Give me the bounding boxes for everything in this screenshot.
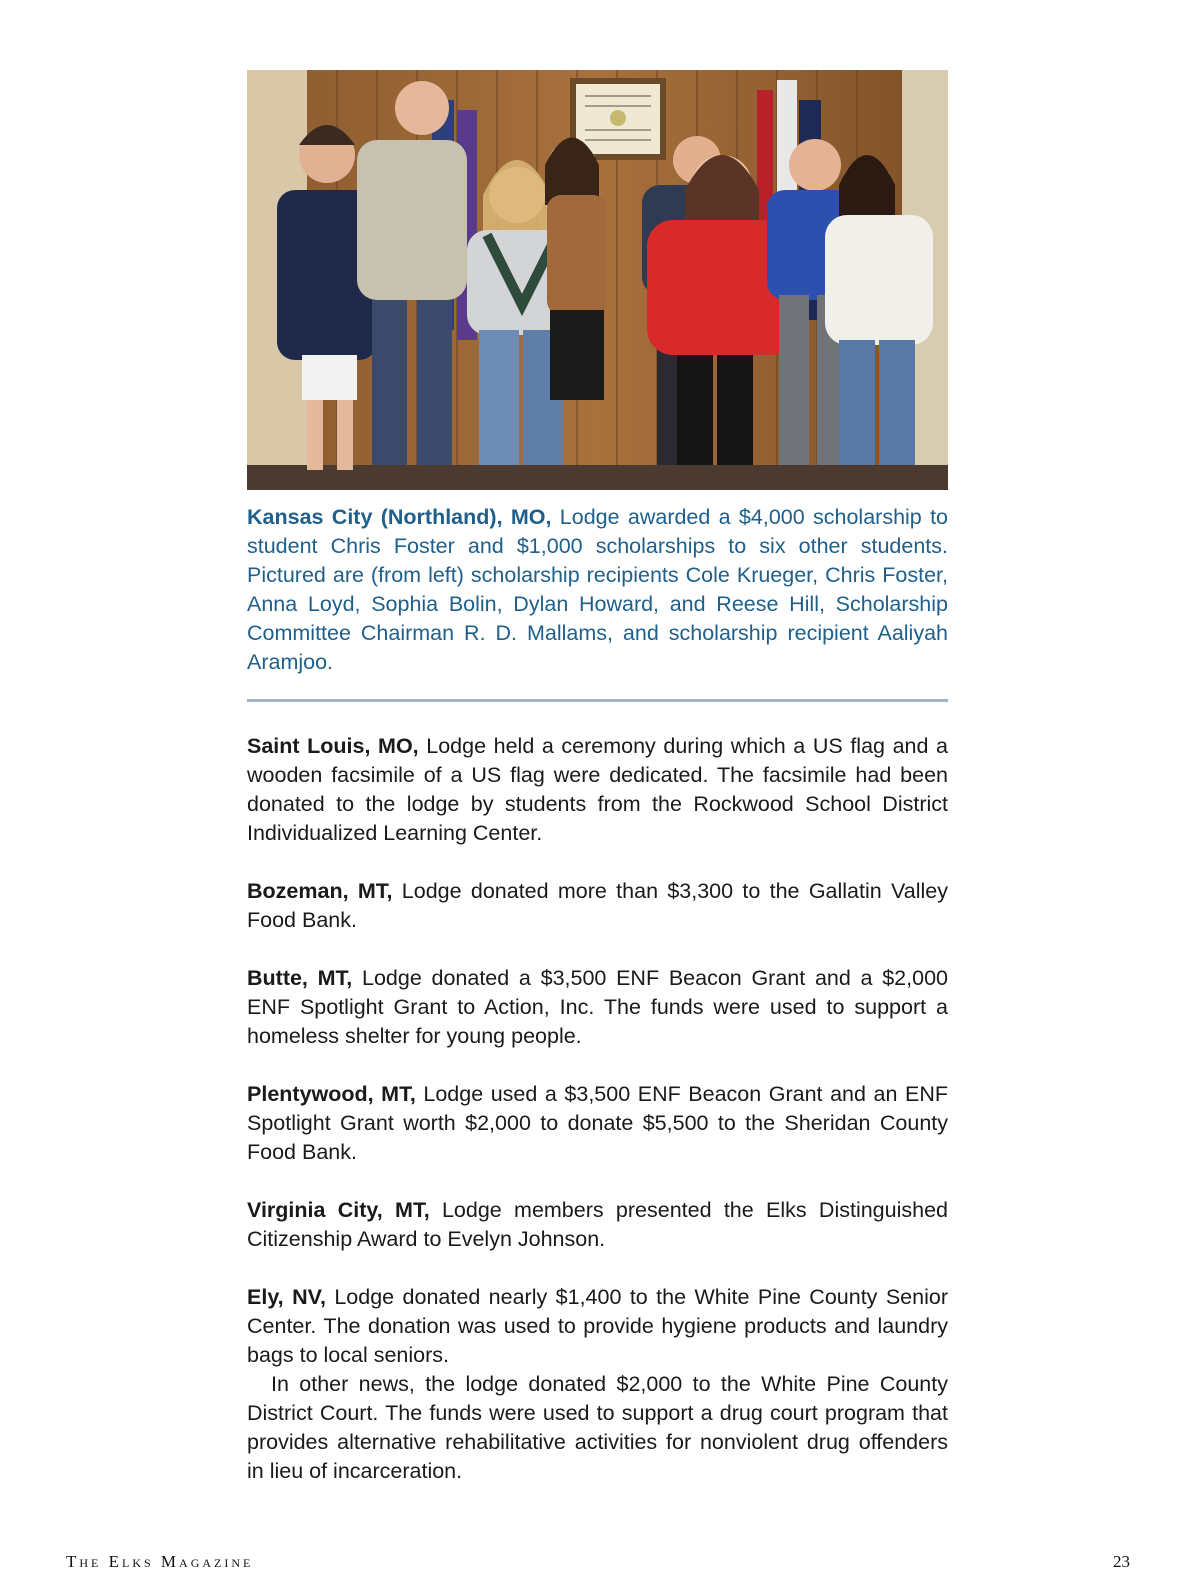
article-text: Lodge donated a $3,500 ENF Beacon Grant and a $2,000 ENF Spotlight Grant to Action, Inc. The funds were used to support a homeless shelter for young people. — [247, 966, 948, 1048]
article-virginia-city — [247, 1196, 948, 1254]
article-lead: Saint Louis, MO, — [247, 734, 419, 758]
article-butte — [247, 964, 948, 1051]
article-lead: Plentywood, MT, — [247, 1082, 416, 1106]
article-plentywood — [247, 1080, 948, 1167]
article-lead: Bozeman, MT, — [247, 879, 393, 903]
article-saint-louis — [247, 732, 948, 848]
magazine-name: The Elks Magazine — [66, 1552, 254, 1571]
caption-text: Lodge awarded a $4,000 scholarship to student Chris Foster and $1,000 scholarships to six other students. Pictured are (from left) scholarship recipients Cole Krueger, Chris Foster, Anna Loyd, Sophia Bolin, Dylan Howard, and Reese Hill, Scholarship Committee Chairman R. D. Mallams, and scholarship recipient Aaliyah Aramjoo. — [247, 505, 948, 674]
article-lead: Ely, NV, — [247, 1285, 326, 1309]
article-text: Lodge donated nearly $1,400 to the White Pine County Senior Center. The donation was used to provide hygiene products and laundry bags to local seniors. — [247, 1285, 948, 1367]
article-text: Lodge used a $3,500 ENF Beacon Grant and an ENF Spotlight Grant worth $2,000 to donate $5,500 to the Sheridan County Food Bank. — [247, 1082, 948, 1164]
page-number: 23 — [1113, 1552, 1130, 1571]
caption-lead: Kansas City (Northland), MO, — [247, 505, 552, 529]
section-divider — [247, 699, 948, 702]
article-ely — [247, 1283, 948, 1370]
group-photo — [247, 70, 948, 490]
article-lead: Virginia City, MT, — [247, 1198, 430, 1222]
article-bozeman — [247, 877, 948, 935]
article-lead: Butte, MT, — [247, 966, 353, 990]
article-text: Lodge donated more than $3,300 to the Gallatin Valley Food Bank. — [247, 879, 948, 932]
article-text: Lodge members presented the Elks Distinguished Citizenship Award to Evelyn Johnson. — [247, 1198, 948, 1251]
photo-caption — [247, 503, 948, 677]
article-ely-continuation: In other news, the lodge donated $2,000 to the White Pine County District Court. The funds were used to support a drug court program that provides alternative rehabilitative activities for nonviolent drug offenders in lieu of incarceration. — [247, 1372, 948, 1483]
article-text: Lodge held a ceremony during which a US flag and a wooden facsimile of a US flag were dedicated. The facsimile had been donated to the lodge by students from the Rockwood School District Individualized Learning Center. — [247, 734, 948, 845]
news-articles — [247, 732, 948, 1515]
